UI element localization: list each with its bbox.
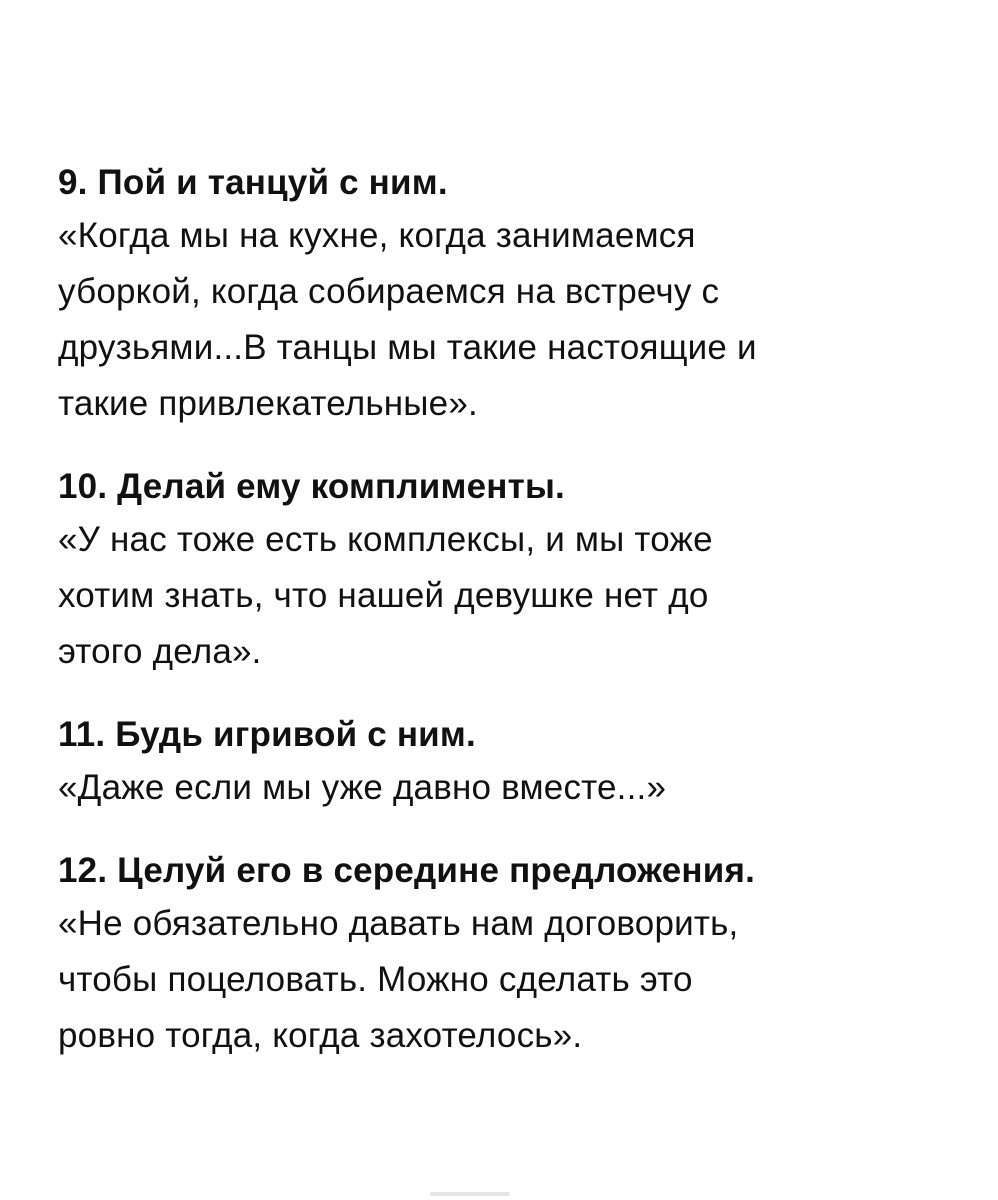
- tip-quote: [58, 760, 948, 816]
- tip-heading: 10. Делай ему комплименты.: [58, 467, 565, 506]
- tip-9: [58, 158, 948, 432]
- quote-line: «У нас тоже есть комплексы, и мы тоже: [58, 520, 713, 559]
- tip-10: [58, 462, 948, 680]
- tip-12: [58, 846, 948, 1064]
- quote-line: такие привлекательные».: [58, 384, 478, 423]
- tip-heading: 9. Пой и танцуй с ним.: [58, 163, 448, 202]
- quote-line: «Даже если мы уже давно вместе...»: [58, 768, 667, 807]
- quote-line: «Не обязательно давать нам договорить,: [58, 904, 739, 943]
- quote-line: друзьями...В танцы мы такие настоящие и: [58, 328, 757, 367]
- tip-quote: [58, 896, 948, 1064]
- tip-heading: 12. Целуй его в середине предложения.: [58, 851, 755, 890]
- quote-line: чтобы поцеловать. Можно сделать это: [58, 960, 693, 999]
- bottom-edge-mark: [430, 1192, 510, 1196]
- quote-line: этого дела».: [58, 632, 262, 671]
- quote-line: «Когда мы на кухне, когда занимаемся: [58, 216, 696, 255]
- tip-quote: [58, 208, 948, 432]
- tip-11: [58, 710, 948, 816]
- tip-quote: [58, 512, 948, 680]
- quote-line: хотим знать, что нашей девушке нет до: [58, 576, 709, 615]
- quote-line: уборкой, когда собираемся на встречу с: [58, 272, 720, 311]
- quote-line: ровно тогда, когда захотелось».: [58, 1016, 583, 1055]
- tip-heading: 11. Будь игривой с ним.: [58, 715, 476, 754]
